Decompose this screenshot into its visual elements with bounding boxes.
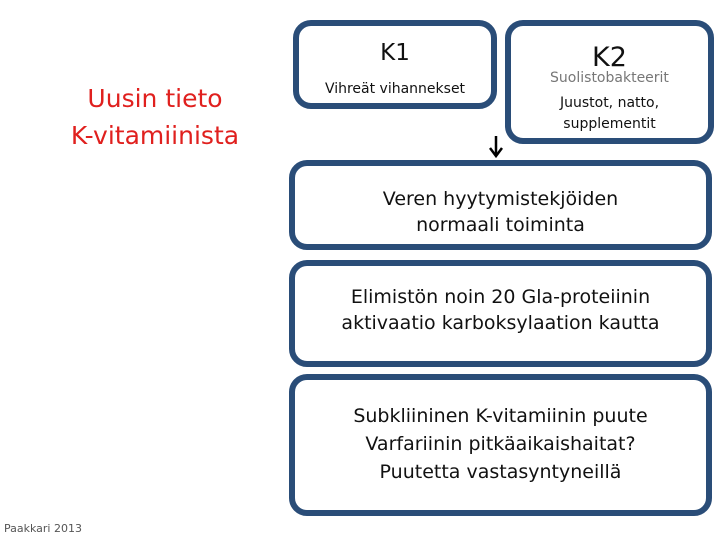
footer-credit: Paakkari 2013 bbox=[4, 522, 82, 535]
deficiency-box bbox=[289, 374, 712, 516]
k2-source-foods-line-2: supplementit bbox=[563, 116, 656, 132]
coagulation-line-2: normaali toiminta bbox=[416, 214, 585, 236]
deficiency-text bbox=[295, 402, 706, 486]
deficiency-line-2: Varfariinin pitkäaikaishaitat? bbox=[365, 433, 636, 455]
coagulation-box bbox=[289, 160, 712, 250]
title-line-2: K-vitamiinista bbox=[70, 121, 240, 150]
gla-protein-box bbox=[289, 260, 712, 367]
k1-box bbox=[293, 20, 497, 109]
gla-protein-text bbox=[295, 284, 706, 336]
k1-heading: K1 bbox=[380, 40, 410, 66]
deficiency-line-1: Subkliininen K-vitamiinin puute bbox=[353, 405, 648, 427]
gla-protein-line-1: Elimistön noin 20 Gla-proteiinin bbox=[350, 286, 651, 308]
k2-source-foods bbox=[511, 93, 708, 135]
deficiency-line-3: Puutetta vastasyntyneillä bbox=[379, 461, 622, 483]
k1-source: Vihreät vihannekset bbox=[324, 81, 466, 97]
k2-box bbox=[505, 20, 714, 144]
gla-protein-line-2: aktivaatio karboksylaation kautta bbox=[341, 312, 660, 334]
title-line-1: Uusin tieto bbox=[87, 84, 223, 113]
coagulation-line-1: Veren hyytymistekjöiden bbox=[382, 188, 619, 210]
k2-source-bacteria: Suolistobakteerit bbox=[550, 70, 669, 86]
coagulation-text bbox=[295, 186, 706, 238]
k2-source-foods-line-1: Juustot, natto, bbox=[559, 95, 660, 111]
k2-heading: K2 bbox=[592, 42, 627, 73]
slide-title bbox=[40, 80, 270, 154]
down-arrow-icon bbox=[488, 134, 504, 160]
